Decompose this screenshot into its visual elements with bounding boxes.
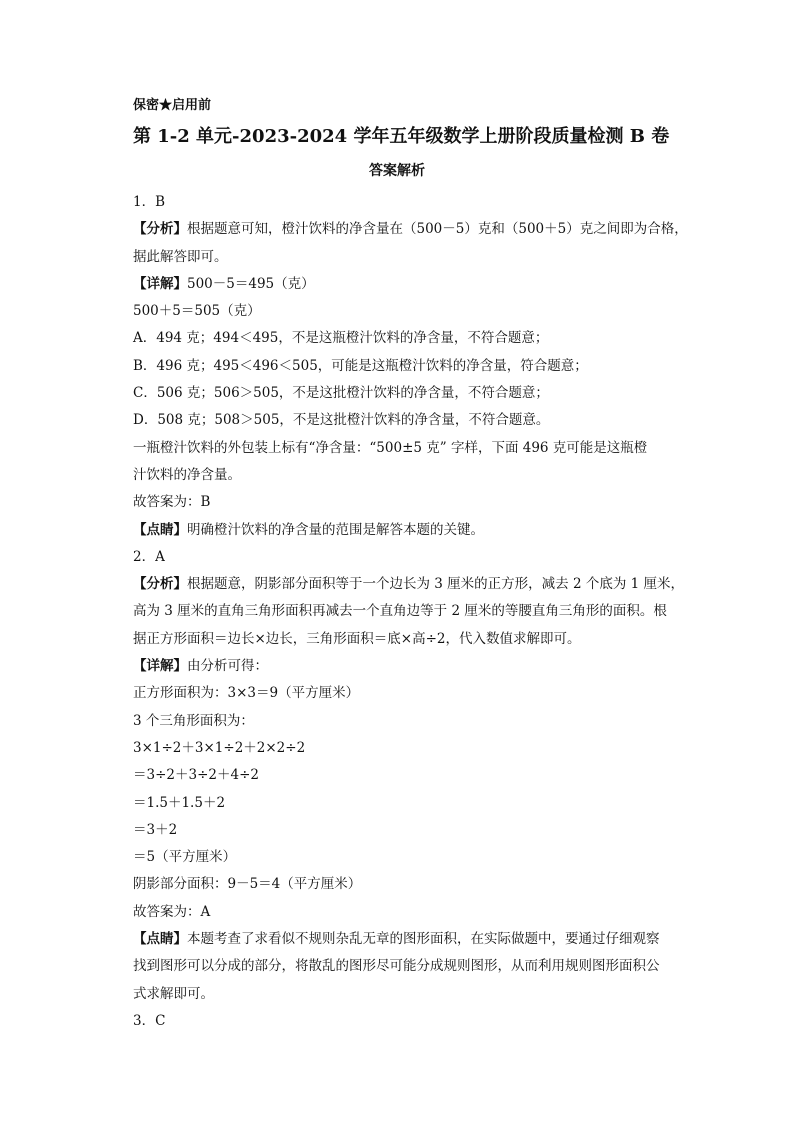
line-text: 3．C [133, 1012, 166, 1029]
section-tag: 【详解】 [133, 275, 187, 292]
line-text: 根据题意，阴影部分面积等于一个边长为 3 厘米的正方形，减去 2 个底为 1 厘米， [187, 576, 685, 593]
line-text: 式求解即可。 [133, 985, 214, 1002]
line-text: 阴影部分面积：9－5＝4（平方厘米） [133, 876, 362, 893]
line-text: 找到图形可以分成的部分，将散乱的图形尽可能分成规则图形，从而利用规则图形面积公 [133, 958, 660, 975]
text-line [133, 762, 678, 789]
line-text: 由分析可得： [187, 658, 268, 675]
text-line [133, 817, 678, 844]
text-line [133, 680, 678, 707]
section-tag: 【分析】 [133, 221, 187, 238]
line-text: 500＋5＝505（克） [133, 303, 261, 320]
text-line [133, 953, 678, 980]
line-text: 汁饮料的净含量。 [133, 466, 241, 483]
text-line [133, 244, 678, 271]
text-line [133, 899, 678, 926]
answer-content [133, 189, 688, 1035]
line-text: B．496 克；495＜496＜505，可能是这瓶橙汁饮料的净含量，符合题意； [133, 357, 588, 374]
text-line [133, 435, 678, 462]
line-text: 故答案为：B [133, 494, 211, 511]
text-line [133, 271, 678, 298]
confidential-mark: 保密★启用前 [133, 98, 212, 113]
text-line [133, 216, 688, 243]
answer-analysis-heading: 答案解析 [369, 163, 425, 179]
text-line [133, 544, 678, 571]
line-text: 据此解答即可。 [133, 248, 228, 265]
line-text: A．494 克；494＜495，不是这瓶橙汁饮料的净含量，不符合题意； [133, 330, 549, 347]
line-text: 一瓶橙汁饮料的外包装上标有“净含量：“500±5 克” 字样，下面 496 克可能是这瓶橙 [133, 439, 648, 456]
text-line [133, 489, 678, 516]
text-line [133, 981, 678, 1008]
line-text: 1．B [133, 194, 166, 210]
line-text: 正方形面积为：3×3＝9（平方厘米） [133, 685, 360, 702]
line-text: 本题考查了求看似不规则杂乱无章的图形面积，在实际做题中，要通过仔细观察 [187, 931, 660, 948]
line-text: 明确橙汁饮料的净含量的范围是解答本题的关键。 [187, 521, 484, 538]
text-line [133, 380, 678, 407]
line-text: 500－5＝495（克） [187, 275, 315, 292]
line-text: ＝3÷2＋3÷2＋4÷2 [133, 767, 259, 784]
line-text: ＝5（平方厘米） [133, 849, 237, 866]
line-text: 据正方形面积＝边长×边长，三角形面积＝底×高÷2，代入数值求解即可。 [133, 630, 581, 647]
text-line [133, 735, 678, 762]
text-line [133, 708, 678, 735]
text-line [133, 926, 678, 953]
document-title: 第 1-2 单元-2023-2024 学年五年级数学上册阶段质量检测 B 卷 [133, 126, 670, 147]
line-text: 3×1÷2＋3×1÷2＋2×2÷2 [133, 739, 306, 756]
text-line [133, 1008, 678, 1035]
text-line [133, 325, 678, 352]
section-tag: 【点睛】 [133, 521, 187, 538]
text-line [133, 598, 678, 625]
text-line [133, 298, 678, 325]
text-line [133, 844, 678, 871]
text-line [133, 571, 685, 598]
text-line [133, 517, 678, 544]
text-line [133, 353, 678, 380]
line-text: 2．A [133, 548, 165, 565]
text-line [133, 189, 678, 216]
text-line [133, 790, 678, 817]
text-line [133, 407, 678, 434]
line-text: 根据题意可知，橙汁饮料的净含量在（500－5）克和（500＋5）克之间即为合格， [187, 221, 688, 238]
text-line [133, 653, 678, 680]
line-text: D．508 克；508＞505，不是这批橙汁饮料的净含量，不符合题意。 [133, 412, 550, 429]
text-line [133, 462, 678, 489]
line-text: ＝3＋2 [133, 821, 178, 838]
line-text: C．506 克；506＞505，不是这批橙汁饮料的净含量，不符合题意； [133, 385, 549, 402]
line-text: ＝1.5＋1.5＋2 [133, 794, 226, 811]
line-text: 高为 3 厘米的直角三角形面积再减去一个直角边等于 2 厘米的等腰直角三角形的面积。根 [133, 603, 667, 620]
line-text: 3 个三角形面积为： [133, 712, 254, 729]
line-text: 故答案为：A [133, 903, 211, 920]
text-line [133, 626, 678, 653]
text-line [133, 871, 678, 898]
section-tag: 【详解】 [133, 658, 187, 675]
section-tag: 【点睛】 [133, 931, 187, 948]
section-tag: 【分析】 [133, 576, 187, 593]
